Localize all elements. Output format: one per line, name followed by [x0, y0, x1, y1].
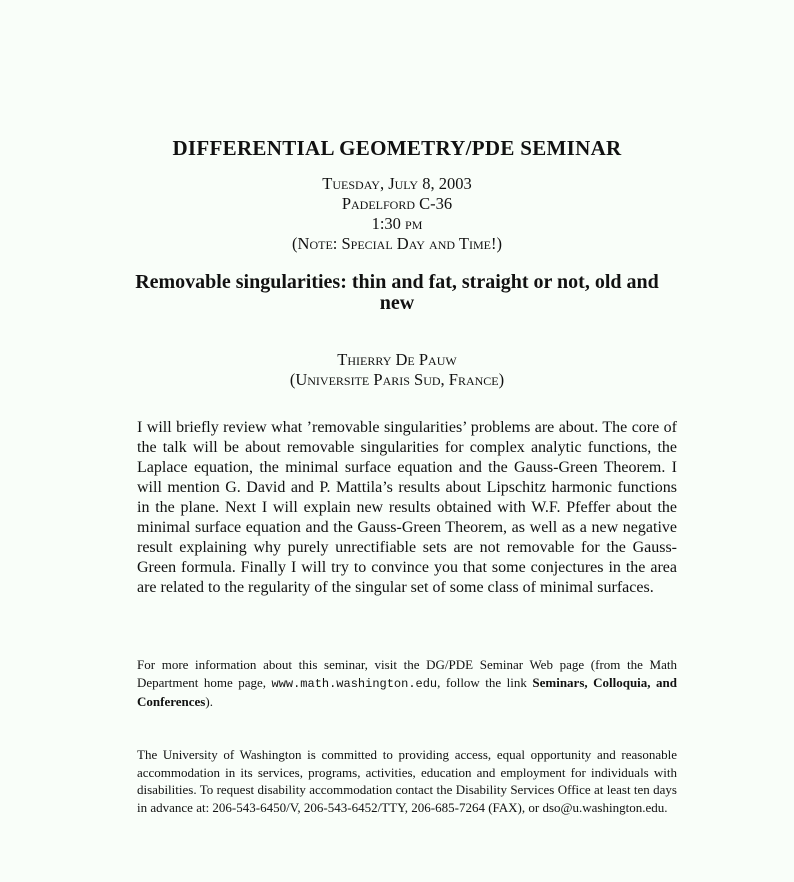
- more-info-text-before: For more information about this seminar, visit the DG/PDE Seminar Web page (from the Math Department home page,: [137, 657, 677, 690]
- speaker-block: [0, 350, 794, 390]
- seminar-time: 1:30 pm: [371, 214, 423, 233]
- seminar-details: [0, 174, 794, 254]
- seminar-date: Tuesday, July 8, 2003: [322, 174, 472, 193]
- seminars-link-label: Seminars, Colloquia, and Conferences: [137, 675, 677, 709]
- speaker-affiliation: (Universite Paris Sud, France): [289, 370, 505, 389]
- more-info-text-middle: , follow the link: [437, 675, 533, 690]
- more-info-text-after: ).: [205, 694, 213, 709]
- math-department-url[interactable]: www.math.washington.edu: [271, 677, 438, 691]
- disability-notice: The University of Washington is committed to providing access, equal opportunity and reasonable accommodation in its services, programs, activities, education and employment for individuals with disabilities. To request disability accommodation contact the Disability Services Office at least ten days in advance at: 206-543-6450/V, 206-543-6452/TTY, 206-685-7264 (FAX), or dso@u.washington.edu.: [137, 747, 677, 815]
- talk-abstract: I will briefly review what ’removable singularities’ problems are about. The core of the talk will be about removable singularities for complex analytic functions, the Laplace equation, the minimal surface equation and the Gauss-Green Theorem. I will mention G. David and P. Mattila’s results about Lipschitz harmonic functions in the plane. Next I will explain new results obtained with W.F. Pfeffer about the minimal surface equation and the Gauss-Green Theorem, as well as a new negative result explaining why purely unrectifiable sets are not removable for the Gauss-Green formula. Finally I will try to convince you that some conjectures in the area are related to the regularity of the singular set of some class of minimal surfaces.: [137, 419, 677, 596]
- more-info-paragraph: [137, 656, 677, 711]
- seminar-title: DIFFERENTIAL GEOMETRY/PDE SEMINAR: [172, 136, 622, 160]
- seminar-location: Padelford C-36: [341, 194, 453, 213]
- seminar-note: (Note: Special Day and Time!): [292, 234, 502, 253]
- speaker-name: Thierry De Pauw: [337, 350, 457, 369]
- talk-title: Removable singularities: thin and fat, straight or not, old and new: [135, 271, 659, 314]
